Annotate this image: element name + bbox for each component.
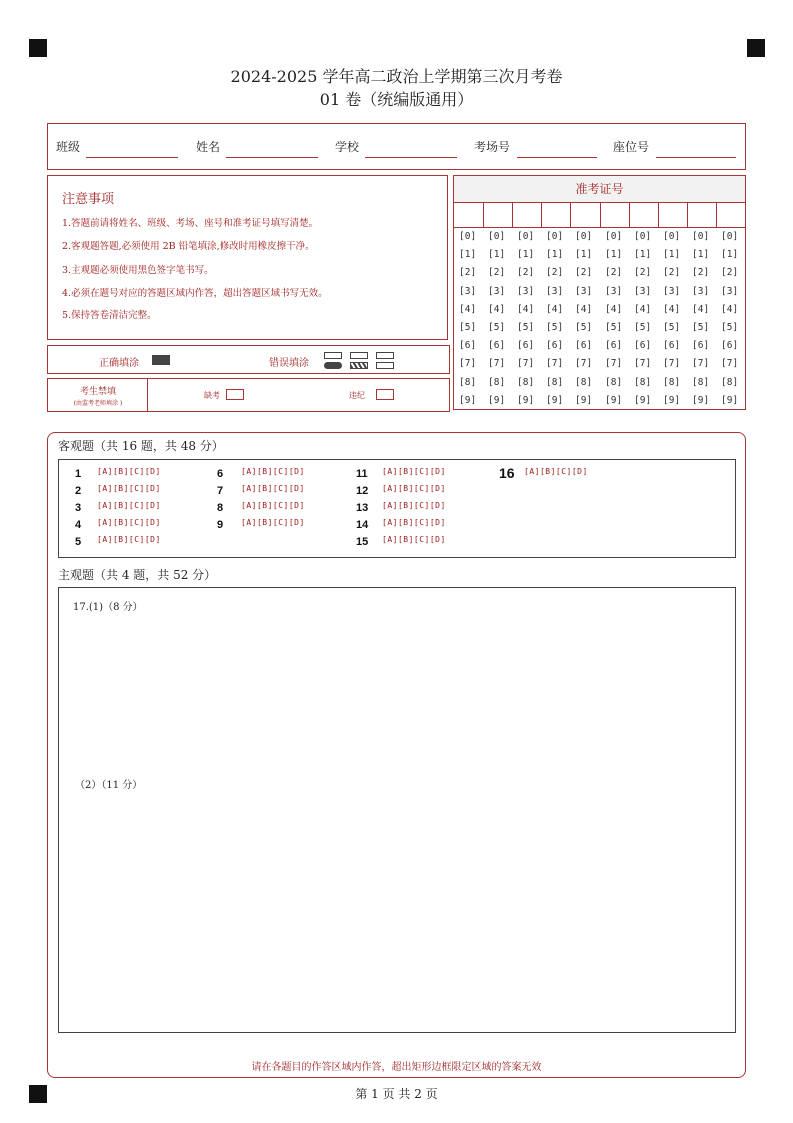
exam-digit-bubble[interactable]: [9] [663, 394, 681, 406]
question-number: 6 [217, 468, 224, 480]
question-options[interactable]: [A][B][C][D] [241, 501, 305, 510]
exam-digit-bubble[interactable]: [5] [692, 322, 710, 333]
question-number: 15 [356, 536, 369, 548]
exam-digit-bubble[interactable]: [5] [575, 322, 593, 333]
exam-digit-bubble[interactable]: [1] [721, 249, 739, 261]
exam-digit-bubble[interactable]: [6] [575, 340, 593, 352]
name-label: 姓名 [196, 140, 221, 154]
corner-marker-top-left [29, 39, 47, 57]
exam-digit-bubble[interactable]: [4] [605, 303, 623, 315]
question-options[interactable]: [A][B][C][D] [97, 518, 161, 527]
exam-digit-bubble[interactable]: [0] [488, 231, 506, 242]
exam-digit-bubble[interactable]: [2] [663, 267, 681, 279]
question-number: 14 [356, 519, 369, 531]
exam-digit-bubble[interactable]: [1] [634, 249, 652, 261]
question-options[interactable]: [A][B][C][D] [97, 535, 161, 544]
exam-digit-bubble[interactable]: [7] [634, 358, 652, 370]
absent-label: 缺考 [204, 391, 220, 400]
seat-label: 座位号 [613, 140, 650, 154]
exam-digit-bubble[interactable]: [1] [663, 249, 681, 261]
exam-digit-bubble[interactable]: [4] [721, 303, 739, 315]
exam-digit-bubble[interactable]: [6] [634, 340, 652, 352]
subjective-answer-box[interactable] [58, 587, 736, 1033]
exam-digit-bubble[interactable]: [3] [721, 285, 739, 297]
exam-digit-bubble[interactable]: [6] [663, 340, 681, 352]
exam-digit-bubble[interactable]: [1] [605, 249, 623, 261]
name-field[interactable] [226, 157, 318, 158]
exam-digit-bubble[interactable]: [6] [546, 340, 564, 352]
note-item: 5.保持答卷清洁完整。 [62, 310, 157, 321]
exam-digit-bubble[interactable]: [8] [663, 376, 681, 388]
absent-checkbox[interactable] [226, 389, 244, 400]
notes-title: 注意事项 [62, 192, 115, 207]
question-number: 11 [356, 468, 368, 480]
exam-number-grid [453, 175, 746, 410]
question-number: 5 [75, 536, 82, 548]
q17-part2-label: （2）（11 分） [75, 780, 143, 791]
exam-digit-bubble[interactable]: [9] [692, 394, 710, 406]
exam-digit-bubble[interactable]: [2] [488, 267, 506, 279]
exam-digit-bubble[interactable]: [7] [692, 358, 710, 370]
question-number: 1 [75, 468, 82, 480]
question-options[interactable]: [A][B][C][D] [97, 484, 161, 493]
exam-digit-bubble[interactable]: [1] [692, 249, 710, 261]
exam-digit-bubble[interactable]: [0] [605, 231, 623, 242]
objective-answer-box [58, 459, 736, 558]
exam-digit-bubble[interactable]: [9] [605, 394, 623, 406]
exam-digit-bubble[interactable]: [0] [546, 231, 564, 242]
exam-digit-bubble[interactable]: [8] [546, 376, 564, 388]
correct-fill-label: 正确填涂 [99, 358, 139, 369]
exam-digit-bubble[interactable]: [2] [575, 267, 593, 279]
violation-label: 违纪 [349, 391, 365, 400]
proctor-sublabel: (由监考老师填涂 ) [73, 400, 123, 407]
proctor-label-cell [48, 379, 148, 411]
question-number: 16 [499, 465, 515, 481]
exam-digit-bubble[interactable]: [9] [488, 394, 506, 406]
exam-digit-bubble[interactable]: [8] [517, 376, 535, 388]
fill-example-row [47, 345, 450, 374]
note-item: 2.客观题答题,必须使用 2B 铅笔填涂,修改时用橡皮擦干净。 [62, 241, 315, 252]
exam-digit-bubble[interactable]: [6] [459, 340, 477, 352]
exam-digit-bubble[interactable]: [9] [546, 394, 564, 406]
exam-digit-bubble[interactable]: [9] [721, 394, 739, 406]
exam-digit-bubble[interactable]: [5] [605, 322, 623, 333]
question-options[interactable]: [A][B][C][D] [241, 467, 305, 476]
exam-digit-bubble[interactable]: [5] [721, 322, 739, 333]
exam-digit-bubble[interactable]: [8] [721, 376, 739, 388]
exam-digit-bubble[interactable]: [3] [546, 285, 564, 297]
exam-digit-bubble[interactable]: [5] [634, 322, 652, 333]
exam-digit-bubble[interactable]: [1] [517, 249, 535, 261]
question-number: 12 [356, 485, 369, 497]
exam-digit-bubble[interactable]: [1] [575, 249, 593, 261]
wrong-dot-icon [324, 362, 342, 369]
exam-digit-bubble[interactable]: [6] [488, 340, 506, 352]
exam-digit-bubble[interactable]: [7] [605, 358, 623, 370]
exam-digit-bubble[interactable]: [0] [634, 231, 652, 242]
question-number: 2 [75, 485, 82, 497]
exam-digit-bubble[interactable]: [3] [692, 285, 710, 297]
exam-digit-bubble[interactable]: [4] [692, 303, 710, 315]
room-label: 考场号 [474, 140, 511, 154]
exam-digit-bubble[interactable]: [3] [605, 285, 623, 297]
wrong-check-icon [324, 352, 342, 359]
exam-number-column-divider [687, 203, 688, 227]
footer-note: 请在各题目的作答区域内作答，超出矩形边框限定区域的答案无效 [251, 1062, 542, 1073]
exam-digit-bubble[interactable]: [4] [546, 303, 564, 315]
exam-digit-bubble[interactable]: [6] [692, 340, 710, 352]
exam-digit-bubble[interactable]: [0] [575, 231, 593, 242]
exam-digit-bubble[interactable]: [2] [721, 267, 739, 279]
exam-digit-bubble[interactable]: [0] [459, 231, 477, 242]
exam-digit-bubble[interactable]: [2] [517, 267, 535, 279]
exam-digit-bubble[interactable]: [3] [634, 285, 652, 297]
note-item: 1.答题前请将姓名、班级、考场、座号和准考证号填写清楚。 [62, 218, 319, 229]
exam-digit-bubble[interactable]: [4] [488, 303, 506, 315]
wrong-cross-icon [350, 352, 368, 359]
question-options[interactable]: [A][B][C][D] [241, 518, 305, 527]
exam-digit-bubble[interactable]: [4] [459, 303, 477, 315]
corner-marker-top-right [747, 39, 765, 57]
exam-digit-bubble[interactable]: [7] [663, 358, 681, 370]
exam-digit-bubble[interactable]: [4] [517, 303, 535, 315]
wrong-line-icon [376, 362, 394, 369]
exam-digit-bubble[interactable]: [9] [459, 394, 477, 406]
exam-digit-bubble[interactable]: [3] [663, 285, 681, 297]
exam-number-column-divider [512, 203, 513, 227]
exam-digit-bubble[interactable]: [6] [721, 340, 739, 352]
exam-digit-bubble[interactable]: [8] [605, 376, 623, 388]
exam-number-column-divider [570, 203, 571, 227]
exam-digit-bubble[interactable]: [3] [459, 285, 477, 297]
wrong-hatch-icon [350, 362, 368, 369]
exam-digit-bubble[interactable]: [5] [546, 322, 564, 333]
exam-number-separator [454, 227, 745, 228]
exam-digit-bubble[interactable]: [9] [517, 394, 535, 406]
question-options[interactable]: [A][B][C][D] [382, 501, 446, 510]
exam-digit-bubble[interactable]: [2] [692, 267, 710, 279]
question-number: 7 [217, 485, 224, 497]
objective-title: 客观题（共 16 题，共 48 分） [58, 439, 224, 453]
exam-digit-bubble[interactable]: [7] [517, 358, 535, 370]
note-item: 4.必须在题号对应的答题区域内作答，超出答题区域书写无效。 [62, 288, 328, 299]
exam-digit-bubble[interactable]: [9] [634, 394, 652, 406]
page-number: 第 1 页 共 2 页 [355, 1087, 438, 1101]
subjective-title: 主观题（共 4 题，共 52 分） [58, 568, 217, 582]
exam-digit-bubble[interactable]: [4] [663, 303, 681, 315]
exam-digit-bubble[interactable]: [1] [459, 249, 477, 261]
exam-digit-bubble[interactable]: [2] [546, 267, 564, 279]
wrong-fill-label: 错误填涂 [269, 358, 309, 369]
note-item: 3.主观题必须使用黑色签字笔书写。 [62, 265, 214, 276]
violation-checkbox[interactable] [376, 389, 394, 400]
exam-digit-bubble[interactable]: [2] [634, 267, 652, 279]
exam-digit-bubble[interactable]: [1] [488, 249, 506, 261]
exam-digit-bubble[interactable]: [5] [517, 322, 535, 333]
class-label: 班级 [56, 140, 81, 154]
question-options[interactable]: [A][B][C][D] [382, 518, 446, 527]
exam-digit-bubble[interactable]: [5] [663, 322, 681, 333]
seat-field[interactable] [656, 157, 736, 158]
q17-part1-label: 17.(1)（8 分） [73, 602, 143, 613]
exam-digit-bubble[interactable]: [0] [517, 231, 535, 242]
exam-digit-bubble[interactable]: [0] [663, 231, 681, 242]
question-number: 4 [75, 519, 82, 531]
exam-digit-bubble[interactable]: [8] [459, 376, 477, 388]
exam-digit-bubble[interactable]: [7] [488, 358, 506, 370]
exam-digit-bubble[interactable]: [9] [575, 394, 593, 406]
exam-digit-bubble[interactable]: [5] [488, 322, 506, 333]
exam-digit-bubble[interactable]: [7] [575, 358, 593, 370]
question-number: 13 [356, 502, 369, 514]
exam-number-column-divider [600, 203, 601, 227]
exam-digit-bubble[interactable]: [8] [692, 376, 710, 388]
exam-digit-bubble[interactable]: [1] [546, 249, 564, 261]
exam-number-column-divider [483, 203, 484, 227]
question-options[interactable]: [A][B][C][D] [382, 535, 446, 544]
exam-digit-bubble[interactable]: [7] [459, 358, 477, 370]
page-title: 2024-2025 学年高二政治上学期第三次月考卷 [230, 67, 563, 86]
exam-number-column-divider [716, 203, 717, 227]
class-field[interactable] [86, 157, 178, 158]
exam-number-column-divider [541, 203, 542, 227]
question-options[interactable]: [A][B][C][D] [382, 484, 446, 493]
question-number: 8 [217, 502, 224, 514]
exam-digit-bubble[interactable]: [2] [459, 267, 477, 279]
exam-digit-bubble[interactable]: [6] [605, 340, 623, 352]
proctor-only-row [47, 378, 450, 412]
exam-digit-bubble[interactable]: [0] [721, 231, 739, 242]
exam-digit-bubble[interactable]: [3] [575, 285, 593, 297]
wrong-circle-icon [376, 352, 394, 359]
exam-number-title: 准考证号 [454, 176, 745, 203]
exam-digit-bubble[interactable]: [2] [605, 267, 623, 279]
exam-digit-bubble[interactable]: [5] [459, 322, 477, 333]
exam-digit-bubble[interactable]: [4] [575, 303, 593, 315]
question-options[interactable]: [A][B][C][D] [241, 484, 305, 493]
exam-digit-bubble[interactable]: [3] [488, 285, 506, 297]
question-options[interactable]: [A][B][C][D] [382, 467, 446, 476]
exam-number-column-divider [629, 203, 630, 227]
exam-digit-bubble[interactable]: [7] [546, 358, 564, 370]
exam-digit-bubble[interactable]: [7] [721, 358, 739, 370]
question-number: 9 [217, 519, 224, 531]
question-options[interactable]: [A][B][C][D] [97, 501, 161, 510]
question-number: 3 [75, 502, 82, 514]
exam-digit-bubble[interactable]: [8] [575, 376, 593, 388]
room-field[interactable] [517, 157, 597, 158]
exam-digit-bubble[interactable]: [8] [634, 376, 652, 388]
exam-digit-bubble[interactable]: [8] [488, 376, 506, 388]
exam-number-column-divider [658, 203, 659, 227]
exam-digit-bubble[interactable]: [0] [692, 231, 710, 242]
page-subtitle: 01 卷（统编版通用） [319, 90, 474, 109]
exam-digit-bubble[interactable]: [4] [634, 303, 652, 315]
exam-digit-bubble[interactable]: [3] [517, 285, 535, 297]
question-options[interactable]: [A][B][C][D] [97, 467, 161, 476]
exam-digit-bubble[interactable]: [6] [517, 340, 535, 352]
question-options[interactable]: [A][B][C][D] [524, 467, 588, 476]
school-field[interactable] [365, 157, 457, 158]
correct-fill-swatch [152, 355, 170, 365]
proctor-label: 考生禁填 [79, 387, 116, 397]
student-info-row [47, 123, 746, 170]
school-label: 学校 [335, 140, 360, 154]
notes-box [47, 175, 448, 340]
